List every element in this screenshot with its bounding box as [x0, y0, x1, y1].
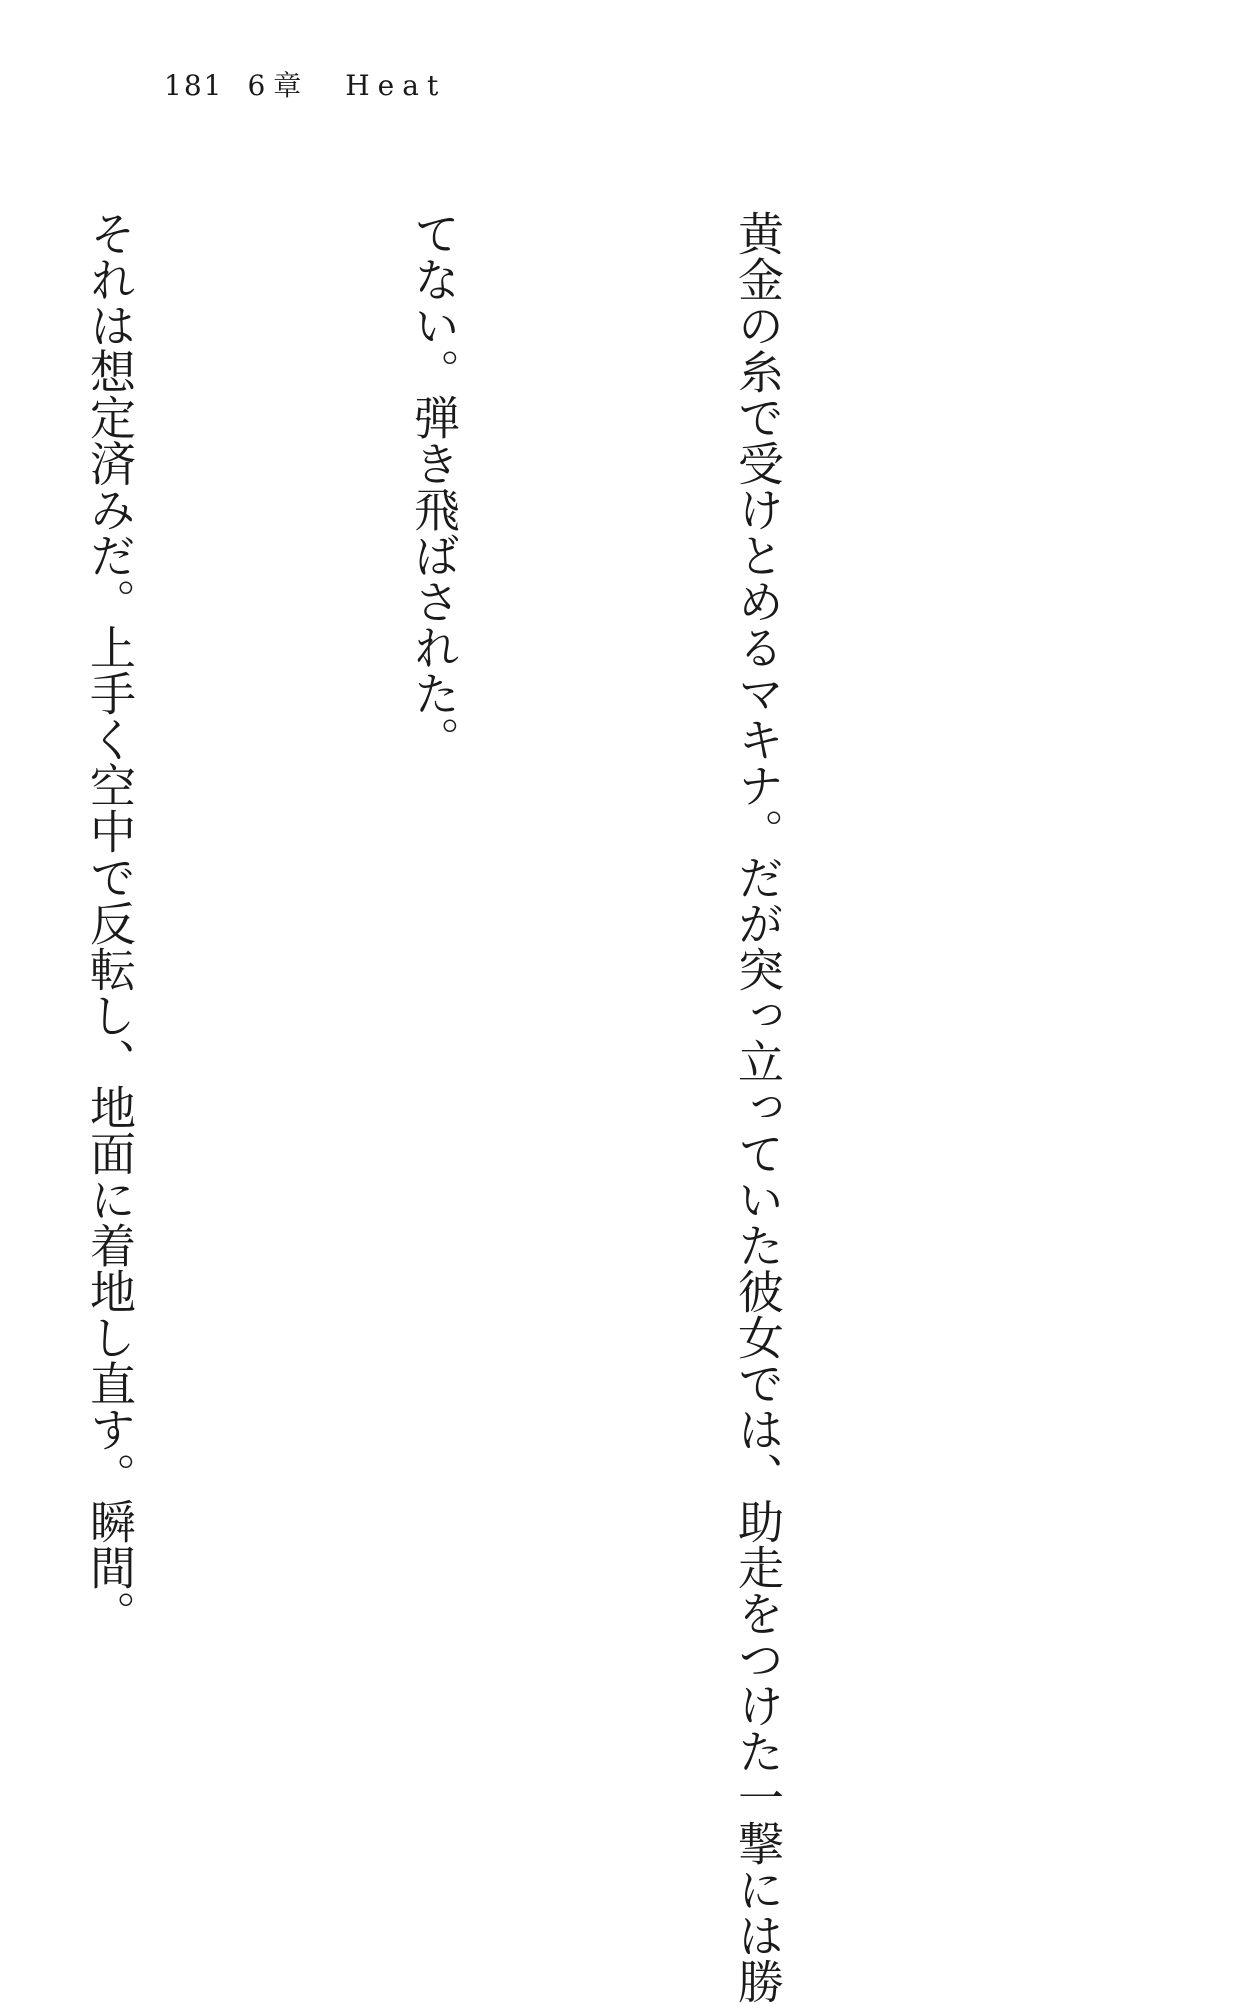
text-line: 黄金の糸で受けとめるマキナ。だが突っ立っていた彼女では、助走をつけた一撃には勝	[731, 210, 785, 2004]
page-header	[164, 64, 446, 104]
chapter-title: 6章 Heat	[247, 69, 447, 102]
text-line: それは想定済みだ。上手く空中で反転し、地面に着地し直す。瞬間。	[83, 210, 137, 1636]
text-line: てない。弾き飛ばされた。	[407, 210, 461, 762]
vertical-body-text	[0, 210, 1028, 2004]
page-number: 181	[164, 69, 224, 102]
